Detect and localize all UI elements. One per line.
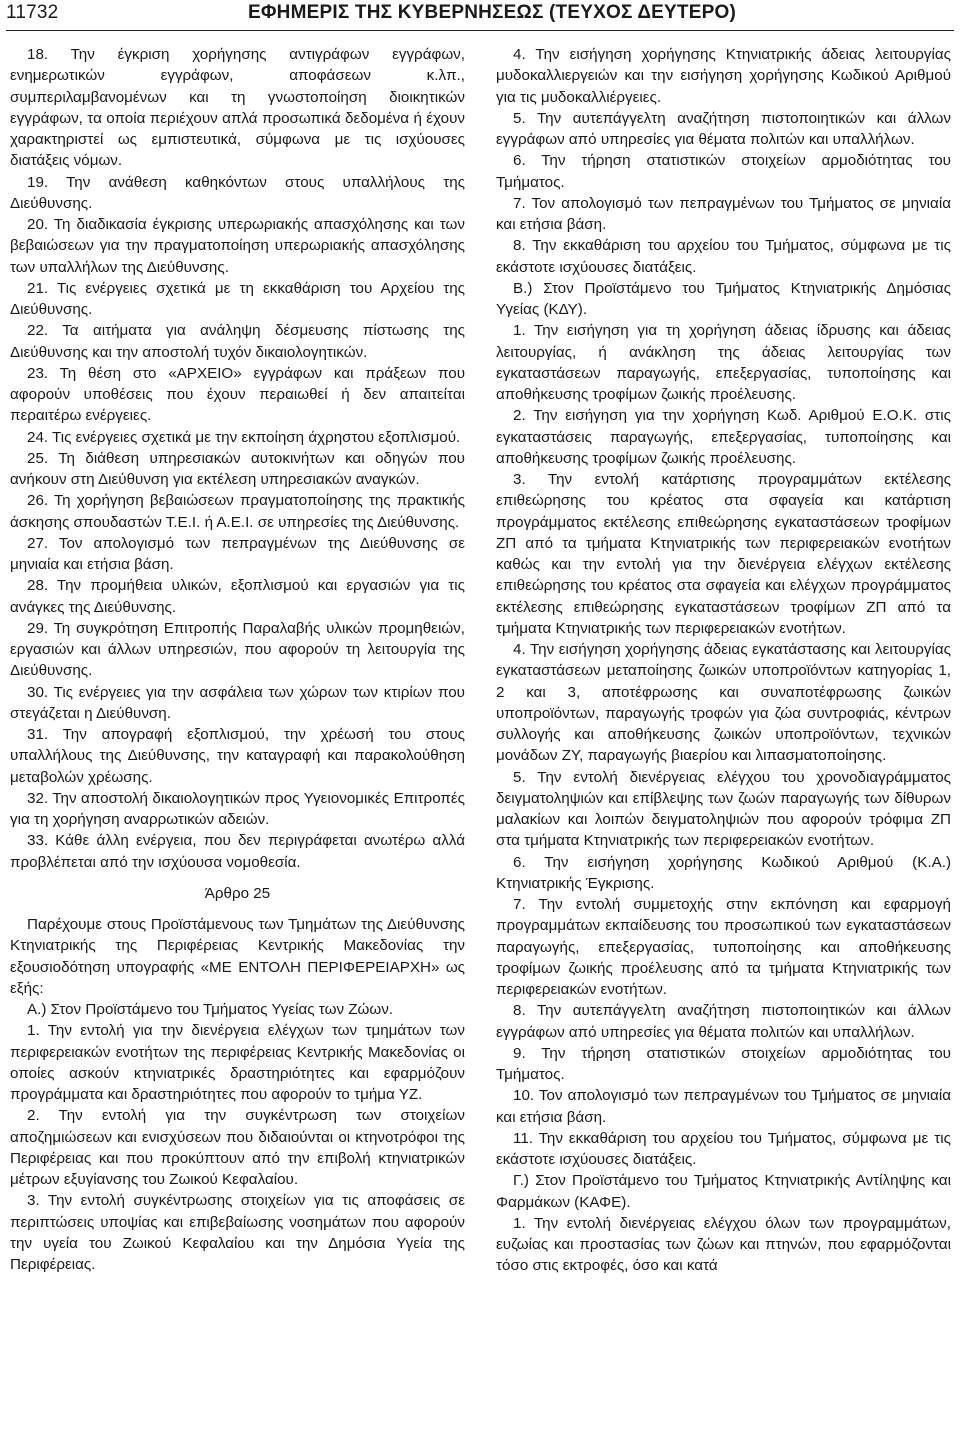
paragraph: 2. Την εντολή για την συγκέντρωση των στοιχείων αποζημιώσεων και ενισχύσεων που διδαιούνται οι κτηνοτρόφοι της Περιφέρειας και που προκύπτουν από την επιβολή κτηνιατρικών μέτρων εξυγίανσης του Ζωικού Κεφαλαίου. [10, 1107, 465, 1188]
paragraph: 24. Τις ενέργειες σχετικά με την εκποίηση άχρηστου εξοπλισμού. [27, 428, 461, 446]
paragraph: 32. Την αποστολή δικαιολογητικών προς Υγειονομικές Επιτροπές για τη χορήγηση αναρρωτικών αδειών. [10, 789, 465, 828]
paragraph: 28. Την προμήθεια υλικών, εξοπλισμού και εργασιών για τις ανάγκες της Διεύθυνσης. [10, 577, 465, 616]
page-number: 11732 [6, 2, 59, 23]
paragraph: 1. Την εντολή για την διενέργεια ελέγχων των τμημάτων των περιφερειακών ενοτήτων της περιφέρειας Κεντρικής Μακεδονίας οι οποίες ασκούν κτηνιατρικές δραστηριότητες και εφαρμόζουν προγράμματα και δραστηριότητες που αφορούν το τμήμα ΥΖ. [10, 1022, 465, 1103]
paragraph: 8. Την εκκαθάριση του αρχείου του Τμήματος, σύμφωνα με τις εκάστοτε ισχύουσες διατάξεις. [496, 237, 951, 276]
page-header [0, 0, 960, 34]
paragraph: 6. Την εισήγηση χορήγησης Κωδικού Αριθμού (Κ.Α.) Κτηνιατρικής Έγκρισης. [496, 853, 951, 892]
paragraph: 2. Την εισήγηση για την χορήγηση Κωδ. Αριθμού Ε.Ο.Κ. στις εγκαταστάσεις παραγωγής, επεξεργασίας, τυποποίησης και αποθήκευσης τροφίμων ζωικής προέλευσης. [496, 407, 951, 467]
left-column [10, 44, 465, 1275]
paragraph: 30. Τις ενέργειες για την ασφάλεια των χώρων των κτιρίων που στεγάζεται η Διεύθυνση. [10, 683, 465, 722]
paragraph: 5. Την αυτεπάγγελτη αναζήτηση πιστοποιητικών και άλλων εγγράφων από υπηρεσίες για θέματα πολιτών και υπαλλήλων. [496, 109, 951, 148]
paragraph: 3. Την εντολή κατάρτισης προγραμμάτων εκτέλεσης επιθεώρησης του κρέατος στα σφαγεία και κατάρτιση προγράμματος εκτέλεσης επιθεώρησης εγκαταστάσεων τροφίμων ΖΠ από τα τμήματα Κτηνιατρικής των περιφερειακών ενοτήτων καθώς και την εντολή για την διενέργεια ελέγχων εκτέλεσης επιθεώρησης του κρέατος στα σφαγεία και ελέγχων προγράμματος εκτέλεσης επιθεώρησης εγκαταστάσεων τροφίμων ΖΠ από τα τμήματα Κτηνιατρικής των περιφερειακών ενοτήτων. [496, 471, 951, 637]
paragraph: 8. Την αυτεπάγγελτη αναζήτηση πιστοποιητικών και άλλων εγγράφων από υπηρεσίες για θέματα πολιτών και υπαλλήλων. [496, 1002, 951, 1041]
paragraph: 27. Τον απολογισμό των πεπραγμένων της Διεύθυνσης σε μηνιαία και ετήσια βάση. [10, 534, 465, 573]
paragraph: 6. Την τήρηση στατιστικών στοιχείων αρμοδιότητας του Τμήματος. [496, 152, 951, 191]
paragraph: 9. Την τήρηση στατιστικών στοιχείων αρμοδιότητας του Τμήματος. [496, 1044, 951, 1083]
paragraph: 22. Τα αιτήματα για ανάληψη δέσμευσης πίστωσης της Διεύθυνσης και την αποστολή τυχόν δικαιολογητικών. [10, 322, 465, 361]
paragraph: 5. Την εντολή διενέργειας ελέγχου του χρονοδιαγράμματος δειγματοληψιών και επίβλεψης των ζωών παραγωγής των δίθυρων μαλακίων και λοιπών δειγματοληψιών που αφορούν τρόφιμα ΖΠ στα τμήματα Κτηνιατρικής των περιφερειακών ενοτήτων. [496, 768, 951, 850]
paragraph: Παρέχουμε στους Προϊστάμενους των Τμημάτων της Διεύθυνσης Κτηνιατρικής της Περιφέρειας Κεντρικής Μακεδονίας την εξουσιοδότηση υπογραφής «ΜΕ ΕΝΤΟΛΗ ΠΕΡΙΦΕΡΕΙΑΡΧΗ» ως εξής: [10, 916, 465, 997]
paragraph: 4. Την εισήγηση χορήγησης άδειας εγκατάστασης και λειτουργίας εγκαταστάσεων μεταποίησης ζωικών υποπροϊόντων κατηγορίας 1, 2 και 3, αποτέφρωσης και συναποτέφρωσης ζωικών υποπροϊόντων, παραγωγής τροφών για ζώα συντροφιάς, κέντρων συλλογής και αποθήκευσης ζωικών υποπροϊόντων, τεχνικών μονάδων ΖΥ, παραγωγής βιαερίου και λιπασματοποίησης. [496, 641, 951, 765]
journal-title: ΕΦΗΜΕΡΙΣ ΤΗΣ ΚΥΒΕΡΝΗΣΕΩΣ (ΤΕΥΧΟΣ ΔΕΥΤΕΡΟ) [248, 2, 736, 23]
paragraph: 33. Κάθε άλλη ενέργεια, που δεν περιγράφεται ανωτέρω αλλά προβλέπεται από την ισχύουσα νομοθεσία. [10, 832, 465, 871]
paragraph: 23. Τη θέση στο «ΑΡΧΕΙΟ» εγγράφων και πράξεων που αφορούν υποθέσεις που έχουν περαιωθεί ή δεν απαιτείται περαιτέρω ενέργειες. [10, 364, 465, 425]
section-heading: Β.) Στον Προϊστάμενο του Τμήματος Κτηνιατρικής Δημόσιας Υγείας (ΚΔΥ). [496, 279, 951, 318]
paragraph: 11. Την εκκαθάριση του αρχείου του Τμήματος, σύμφωνα με τις εκάστοτε ισχύουσες διατάξεις. [496, 1129, 951, 1168]
paragraph: 7. Τον απολογισμό των πεπραγμένων του Τμήματος σε μηνιαία και ετήσια βάση. [496, 194, 951, 233]
paragraph: 7. Την εντολή συμμετοχής στην εκπόνηση και εφαρμογή προγραμμάτων εκπαίδευσης του προσωπικού των εγκαταστάσεων παραγωγής, επεξεργασίας, τυποποίησης και αποθήκευσης τροφίμων ζωικής προέλευσης από τα τμήματα Κτηνιατρικής των περιφερειακών ενοτήτων. [496, 896, 951, 998]
paragraph: 10. Τον απολογισμό των πεπραγμένων του Τμήματος σε μηνιαία και ετήσια βάση. [496, 1087, 951, 1126]
right-column [496, 44, 951, 1277]
paragraph: 21. Τις ενέργειες σχετικά με τη εκκαθάριση του Αρχείου της Διεύθυνσης. [10, 279, 465, 318]
paragraph: 4. Την εισήγηση χορήγησης Κτηνιατρικής άδειας λειτουργίας μυδοκαλλιεργειών και την εισήγηση χορήγησης Κωδικού Αριθμού για τις μυδοκαλλιέργειες. [496, 46, 951, 106]
paragraph: 29. Τη συγκρότηση Επιτροπής Παραλαβής υλικών προμηθειών, εργασιών και άλλων υπηρεσιών, που αφορούν τη λειτουργία της Διεύθυνσης. [10, 619, 465, 680]
paragraph: 1. Την εισήγηση για τη χορήγηση άδειας ίδρυσης και άδειας λειτουργίας, ή ανάκληση της άδειας λειτουργίας των εγκαταστάσεων παραγωγής, επεξεργασίας, τυποποίησης και αποθήκευσης τροφίμων ζωικής προέλευσης. [496, 322, 951, 403]
paragraph: 18. Την έγκριση χορήγησης αντιγράφων εγγράφων, ενημερωτικών εγγράφων, αποφάσεων κ.λπ., συμπεριλαμβανομένων και τη γνωστοποίηση διοικητικών εγγράφων, τα οποία περιέχουν απλά προσωπικά δεδομένα ή έχουν χαρακτηριστεί ως εμπιστευτικά, σύμφωνα με τις ισχύουσες διατάξεις νόμων. [10, 46, 465, 170]
paragraph: 3. Την εντολή συγκέντρωσης στοιχείων για τις αποφάσεις σε περιπτώσεις υποψίας και επιβεβαίωσης νοσημάτων που αφορούν την υγεία του Ζωικού Κεφαλαίου και την Δημόσια Υγεία της Περιφέρειας. [10, 1192, 465, 1273]
paragraph: 20. Τη διαδικασία έγκρισης υπερωριακής απασχόλησης και των βεβαιώσεων για την πραγματοποίηση υπερωριακής απασχόλησης των υπαλλήλων της Διεύθυνσης. [10, 216, 465, 276]
paragraph: 25. Τη διάθεση υπηρεσιακών αυτοκινήτων και οδηγών που ανήκουν στη Διεύθυνση για εκτέλεση υπηρεσιακών αναγκών. [10, 449, 465, 488]
section-heading: Γ.) Στον Προϊστάμενο του Τμήματος Κτηνιατρικής Αντίληψης και Φαρμάκων (ΚΑΦΕ). [496, 1172, 951, 1211]
paragraph: 19. Την ανάθεση καθηκόντων στους υπαλλήλους της Διεύθυνσης. [10, 173, 465, 212]
paragraph: 26. Τη χορήγηση βεβαιώσεων πραγματοποίησης της πρακτικής άσκησης σπουδαστών Τ.Ε.Ι. ή Α.Ε.Ι. σε υπηρεσίες της Διεύθυνσης. [10, 492, 465, 531]
article-heading: Άρθρο 25 [204, 884, 271, 902]
header-rule [6, 30, 954, 31]
paragraph: 31. Την απογραφή εξοπλισμού, την χρέωσή του στους υπαλλήλους της Διεύθυνσης, την καταγραφή και παρακολούθηση μεταβολών χρέωσης. [10, 726, 465, 786]
section-heading: Α.) Στον Προϊστάμενο του Τμήματος Υγείας των Ζώων. [27, 1001, 394, 1018]
paragraph: 1. Την εντολή διενέργειας ελέγχου όλων των προγραμμάτων, ευζωίας και προστασίας των ζώων και πτηνών, που εφαρμόζονται τόσο στις εκτροφές, όσο και κατά [496, 1214, 951, 1275]
